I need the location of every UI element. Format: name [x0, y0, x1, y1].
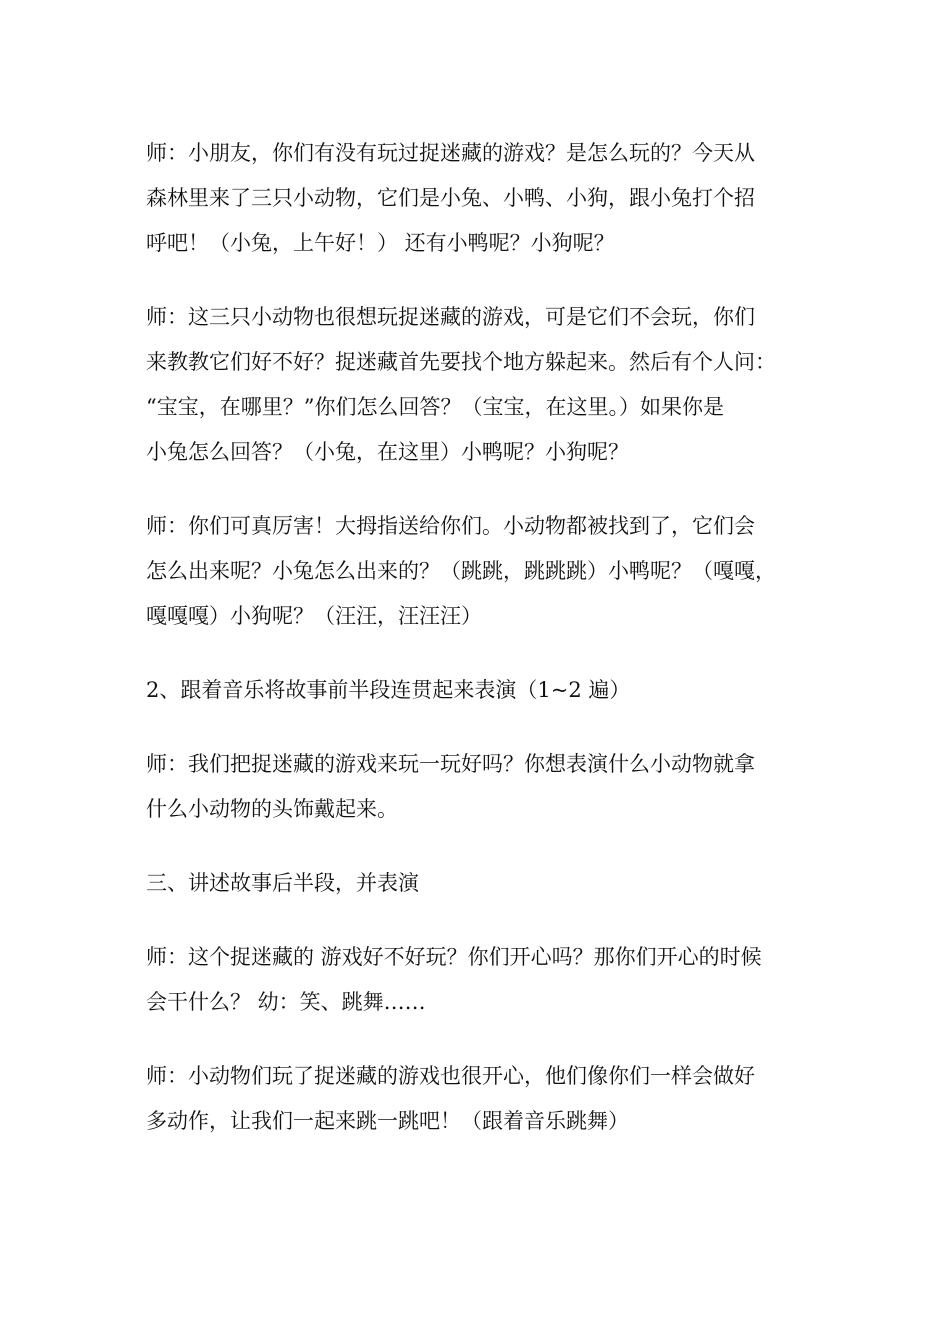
- text-line: 嘎嘎嘎）小狗呢？（汪汪，汪汪汪）: [146, 604, 482, 628]
- paragraph-gap: [146, 639, 814, 668]
- text-line: 师：我们把捉迷藏的游戏来玩一玩好吗？你想表演什么小动物就拿: [146, 752, 755, 776]
- text-line: 怎么出来呢？小兔怎么出来的？（跳跳，跳跳跳）小鸭呢？（嘎嘎，: [146, 559, 776, 583]
- text-line: 师：小朋友，你们有没有玩过捉迷藏的游戏？是怎么玩的？今天从: [146, 141, 755, 165]
- paragraph-dance-together: [146, 1054, 814, 1144]
- text-line: 2、跟着音乐将故事前半段连贯起来表演（1~2 遍）: [146, 678, 631, 702]
- paragraph-gap: [146, 475, 814, 504]
- paragraph-gap: [146, 1025, 814, 1054]
- section-heading-part-3: [146, 861, 814, 906]
- paragraph-gap: [146, 906, 814, 935]
- document-body: [146, 131, 814, 1144]
- text-line: 师：你们可真厉害！大拇指送给你们。小动物都被找到了，它们会: [146, 514, 755, 538]
- paragraph-happy-question: [146, 935, 814, 1025]
- text-line: 三、讲述故事后半段，并表演: [146, 871, 419, 895]
- paragraph-how-come-out: [146, 504, 814, 639]
- text-line: 小兔怎么回答？（小兔，在这里）小鸭呢？小狗呢？: [146, 440, 629, 464]
- section-heading-step-2: [146, 668, 814, 713]
- paragraph-gap: [146, 713, 814, 742]
- text-line: 呼吧！（小兔，上午好！） 还有小鸭呢？小狗呢？: [146, 231, 615, 255]
- text-line: 来教教它们好不好？捉迷藏首先要找个地方躲起来。然后有个人问：: [146, 350, 776, 374]
- paragraph-intro-animals: [146, 131, 814, 266]
- text-line: 什么小动物的头饰戴起来。: [146, 797, 398, 821]
- paragraph-gap: [146, 832, 814, 861]
- paragraph-teach-hide-seek: [146, 295, 814, 475]
- text-line: 森林里来了三只小动物，它们是小兔、小鸭、小狗，跟小兔打个招: [146, 186, 755, 210]
- text-line: 师：小动物们玩了捉迷藏的游戏也很开心，他们像你们一样会做好: [146, 1064, 755, 1088]
- paragraph-play-game: [146, 742, 814, 832]
- text-line: 会干什么？ 幼：笑、跳舞……: [146, 990, 426, 1014]
- paragraph-gap: [146, 266, 814, 295]
- text-line: 多动作，让我们一起来跳一跳吧！（跟着音乐跳舞）: [146, 1109, 629, 1133]
- text-line: “宝宝，在哪里？”你们怎么回答？（宝宝，在这里。）如果你是: [146, 395, 724, 419]
- text-line: 师：这三只小动物也很想玩捉迷藏的游戏，可是它们不会玩，你们: [146, 305, 755, 329]
- text-line: 师：这个捉迷藏的 游戏好不好玩？你们开心吗？那你们开心的时候: [146, 945, 762, 969]
